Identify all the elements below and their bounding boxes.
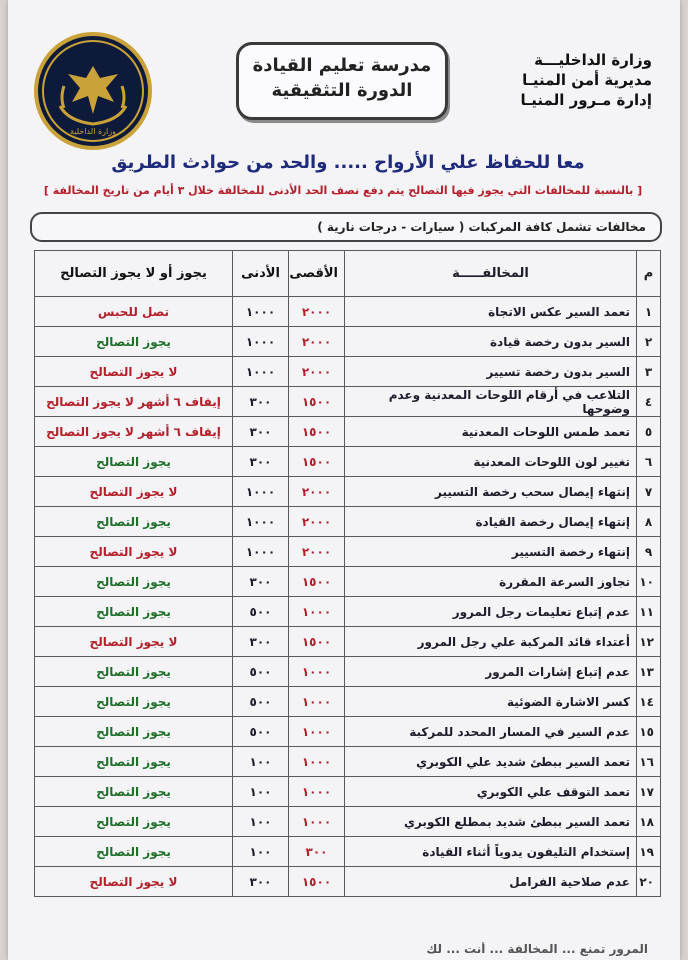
table-row: [35, 567, 661, 597]
row-max-fine: ١٥٠٠: [289, 417, 345, 447]
table-body: [35, 297, 661, 897]
row-max-fine: ٢٠٠٠: [289, 507, 345, 537]
row-max-fine: ٢٠٠٠: [289, 537, 345, 567]
traffic-dept-line: إدارة مـرور المنيـا: [520, 91, 652, 109]
ministry-logo-emblem: [34, 32, 152, 150]
row-min-fine: ٣٠٠: [233, 867, 289, 897]
row-violation: إنتهاء رخصة التسيير: [345, 537, 637, 567]
row-min-fine: ١٠٠: [233, 807, 289, 837]
row-number: ١: [637, 297, 661, 327]
row-settlement-status: يجوز التصالح: [35, 777, 233, 807]
row-settlement-status: يجوز التصالح: [35, 807, 233, 837]
row-violation: عدم صلاحية الفرامل: [345, 867, 637, 897]
course-name: الدورة التثقيقية: [271, 80, 413, 101]
row-max-fine: ٢٠٠٠: [289, 297, 345, 327]
row-number: ١٥: [637, 717, 661, 747]
header-violation: المخالفـــــة: [345, 251, 637, 297]
row-violation: تعمد طمس اللوحات المعدنية: [345, 417, 637, 447]
row-settlement-status: لا يجوز التصالح: [35, 477, 233, 507]
table-row: [35, 447, 661, 477]
row-min-fine: ١٠٠: [233, 747, 289, 777]
table-row: [35, 777, 661, 807]
row-max-fine: ١٠٠٠: [289, 687, 345, 717]
table-row: [35, 297, 661, 327]
subtitle-box: [30, 212, 662, 242]
violations-table: [34, 250, 661, 897]
row-violation: عدم إتباع إشارات المرور: [345, 657, 637, 687]
row-min-fine: ٣٠٠: [233, 447, 289, 477]
table-row: [35, 597, 661, 627]
row-number: ٥: [637, 417, 661, 447]
row-settlement-status: لا يجوز التصالح: [35, 627, 233, 657]
row-min-fine: ٥٠٠: [233, 597, 289, 627]
row-number: ١٣: [637, 657, 661, 687]
row-number: ٩: [637, 537, 661, 567]
row-settlement-status: لا يجوز التصالح: [35, 537, 233, 567]
table-row: [35, 807, 661, 837]
table-row: [35, 747, 661, 777]
row-min-fine: ٥٠٠: [233, 657, 289, 687]
table-row: [35, 477, 661, 507]
table-header-row: [35, 251, 661, 297]
row-min-fine: ١٠٠٠: [233, 477, 289, 507]
row-number: ٧: [637, 477, 661, 507]
table-row: [35, 837, 661, 867]
row-settlement-status: إيقاف ٦ أشهر لا يجوز التصالح: [35, 387, 233, 417]
row-violation: تعمد التوقف علي الكوبري: [345, 777, 637, 807]
row-settlement-status: يجوز التصالح: [35, 327, 233, 357]
row-settlement-status: يجوز التصالح: [35, 687, 233, 717]
row-number: ٦: [637, 447, 661, 477]
row-max-fine: ١٠٠٠: [289, 777, 345, 807]
row-violation: تعمد السير عكس الاتجاة: [345, 297, 637, 327]
row-settlement-status: يجوز التصالح: [35, 447, 233, 477]
row-max-fine: ٢٠٠٠: [289, 477, 345, 507]
table-row: [35, 507, 661, 537]
table-row: [35, 387, 661, 417]
logo-caption: وزارة الداخلية: [70, 127, 116, 136]
row-settlement-status: يجوز التصالح: [35, 657, 233, 687]
slogan: معا للحفاظ علي الأرواح ..... والحد من حوادث الطريق: [111, 152, 585, 173]
directorate-line: مديرية أمن المنيـا: [522, 71, 652, 89]
row-number: ٨: [637, 507, 661, 537]
row-violation: عدم السير في المسار المحدد للمركبة: [345, 717, 637, 747]
row-max-fine: ٣٠٠: [289, 837, 345, 867]
row-max-fine: ١٠٠٠: [289, 717, 345, 747]
row-settlement-status: لا يجوز التصالح: [35, 867, 233, 897]
table-subtitle: مخالفات تشمل كافة المركبات ( سيارات - درجات نارية ): [317, 220, 646, 234]
row-min-fine: ٣٠٠: [233, 417, 289, 447]
row-max-fine: ١٥٠٠: [289, 447, 345, 477]
row-max-fine: ٢٠٠٠: [289, 357, 345, 387]
row-max-fine: ١٥٠٠: [289, 567, 345, 597]
row-min-fine: ٣٠٠: [233, 567, 289, 597]
row-number: ١٦: [637, 747, 661, 777]
row-violation: أعتداء قائد المركبة علي رجل المرور: [345, 627, 637, 657]
header-min: الأدنى: [233, 251, 289, 297]
row-violation: تعمد السير ببطئ شديد علي الكوبري: [345, 747, 637, 777]
ministry-line: وزارة الداخليـــة: [534, 51, 652, 69]
row-number: ١١: [637, 597, 661, 627]
row-settlement-status: يجوز التصالح: [35, 717, 233, 747]
row-violation: عدم إتباع تعليمات رجل المرور: [345, 597, 637, 627]
row-min-fine: ٥٠٠: [233, 717, 289, 747]
row-min-fine: ١٠٠٠: [233, 297, 289, 327]
row-number: ١٨: [637, 807, 661, 837]
row-settlement-status: يجوز التصالح: [35, 567, 233, 597]
row-min-fine: ١٠٠: [233, 777, 289, 807]
table-row: [35, 357, 661, 387]
row-max-fine: ٢٠٠٠: [289, 327, 345, 357]
document-header: [8, 0, 680, 150]
row-violation: تجاوز السرعة المقررة: [345, 567, 637, 597]
row-max-fine: ١٠٠٠: [289, 597, 345, 627]
row-settlement-status: يجوز التصالح: [35, 747, 233, 777]
table-row: [35, 327, 661, 357]
table-row: [35, 657, 661, 687]
row-min-fine: ١٠٠٠: [233, 357, 289, 387]
row-number: ٢٠: [637, 867, 661, 897]
row-number: ١٠: [637, 567, 661, 597]
table-row: [35, 537, 661, 567]
footer-text: المرور تمنع ... المخالفة ... أنت ... لك: [426, 942, 648, 956]
header-num: م: [637, 251, 661, 297]
table-row: [35, 687, 661, 717]
school-name: مدرسة تعليم القيادة: [252, 55, 432, 76]
row-violation: إستخدام التليفون يدوياً أثناء القيادة: [345, 837, 637, 867]
row-violation: تعمد السير ببطئ شديد بمطلع الكوبري: [345, 807, 637, 837]
settlement-note: [ بالنسبة للمخالفات التي يجوز فيها التصالح يتم دفع نصف الحد الأدنى للمخالفة خلال ٣ أيام من تاريخ المخالفة ]: [43, 184, 643, 197]
row-max-fine: ١٠٠٠: [289, 747, 345, 777]
row-max-fine: ١٥٠٠: [289, 867, 345, 897]
row-max-fine: ١٥٠٠: [289, 627, 345, 657]
row-violation: السير بدون رخصة تسيير: [345, 357, 637, 387]
row-settlement-status: يجوز التصالح: [35, 597, 233, 627]
row-min-fine: ٥٠٠: [233, 687, 289, 717]
row-violation: التلاعب في أرقام اللوحات المعدنية وعدم وضوحها: [345, 387, 637, 417]
row-number: ١٢: [637, 627, 661, 657]
row-number: ٤: [637, 387, 661, 417]
ministry-block: [502, 50, 652, 110]
row-min-fine: ١٠٠٠: [233, 327, 289, 357]
row-violation: السير بدون رخصة قيادة: [345, 327, 637, 357]
header-max: الأقصى: [289, 251, 345, 297]
row-max-fine: ١٥٠٠: [289, 387, 345, 417]
row-min-fine: ١٠٠: [233, 837, 289, 867]
header-status: يجوز أو لا يجوز التصالح: [35, 251, 233, 297]
row-min-fine: ٣٠٠: [233, 627, 289, 657]
row-number: ١٤: [637, 687, 661, 717]
row-number: ٢: [637, 327, 661, 357]
row-number: ١٧: [637, 777, 661, 807]
row-number: ٣: [637, 357, 661, 387]
row-max-fine: ١٠٠٠: [289, 657, 345, 687]
document-sheet: [8, 0, 680, 960]
table-row: [35, 627, 661, 657]
row-violation: كسر الاشارة الضوئية: [345, 687, 637, 717]
row-settlement-status: يجوز التصالح: [35, 837, 233, 867]
school-title-box: [236, 42, 448, 120]
table-row: [35, 867, 661, 897]
table-row: [35, 417, 661, 447]
row-settlement-status: إيقاف ٦ أشهر لا يجوز التصالح: [35, 417, 233, 447]
eagle-emblem-icon: [38, 36, 148, 146]
row-violation: إنتهاء إيصال رخصة القيادة: [345, 507, 637, 537]
row-min-fine: ٣٠٠: [233, 387, 289, 417]
row-violation: تغيير لون اللوحات المعدنية: [345, 447, 637, 477]
row-settlement-status: تصل للحبس: [35, 297, 233, 327]
row-min-fine: ١٠٠٠: [233, 507, 289, 537]
row-settlement-status: لا يجوز التصالح: [35, 357, 233, 387]
row-max-fine: ١٠٠٠: [289, 807, 345, 837]
row-min-fine: ١٠٠٠: [233, 537, 289, 567]
row-violation: إنتهاء إيصال سحب رخصة التسيير: [345, 477, 637, 507]
row-number: ١٩: [637, 837, 661, 867]
row-settlement-status: يجوز التصالح: [35, 507, 233, 537]
table-row: [35, 717, 661, 747]
